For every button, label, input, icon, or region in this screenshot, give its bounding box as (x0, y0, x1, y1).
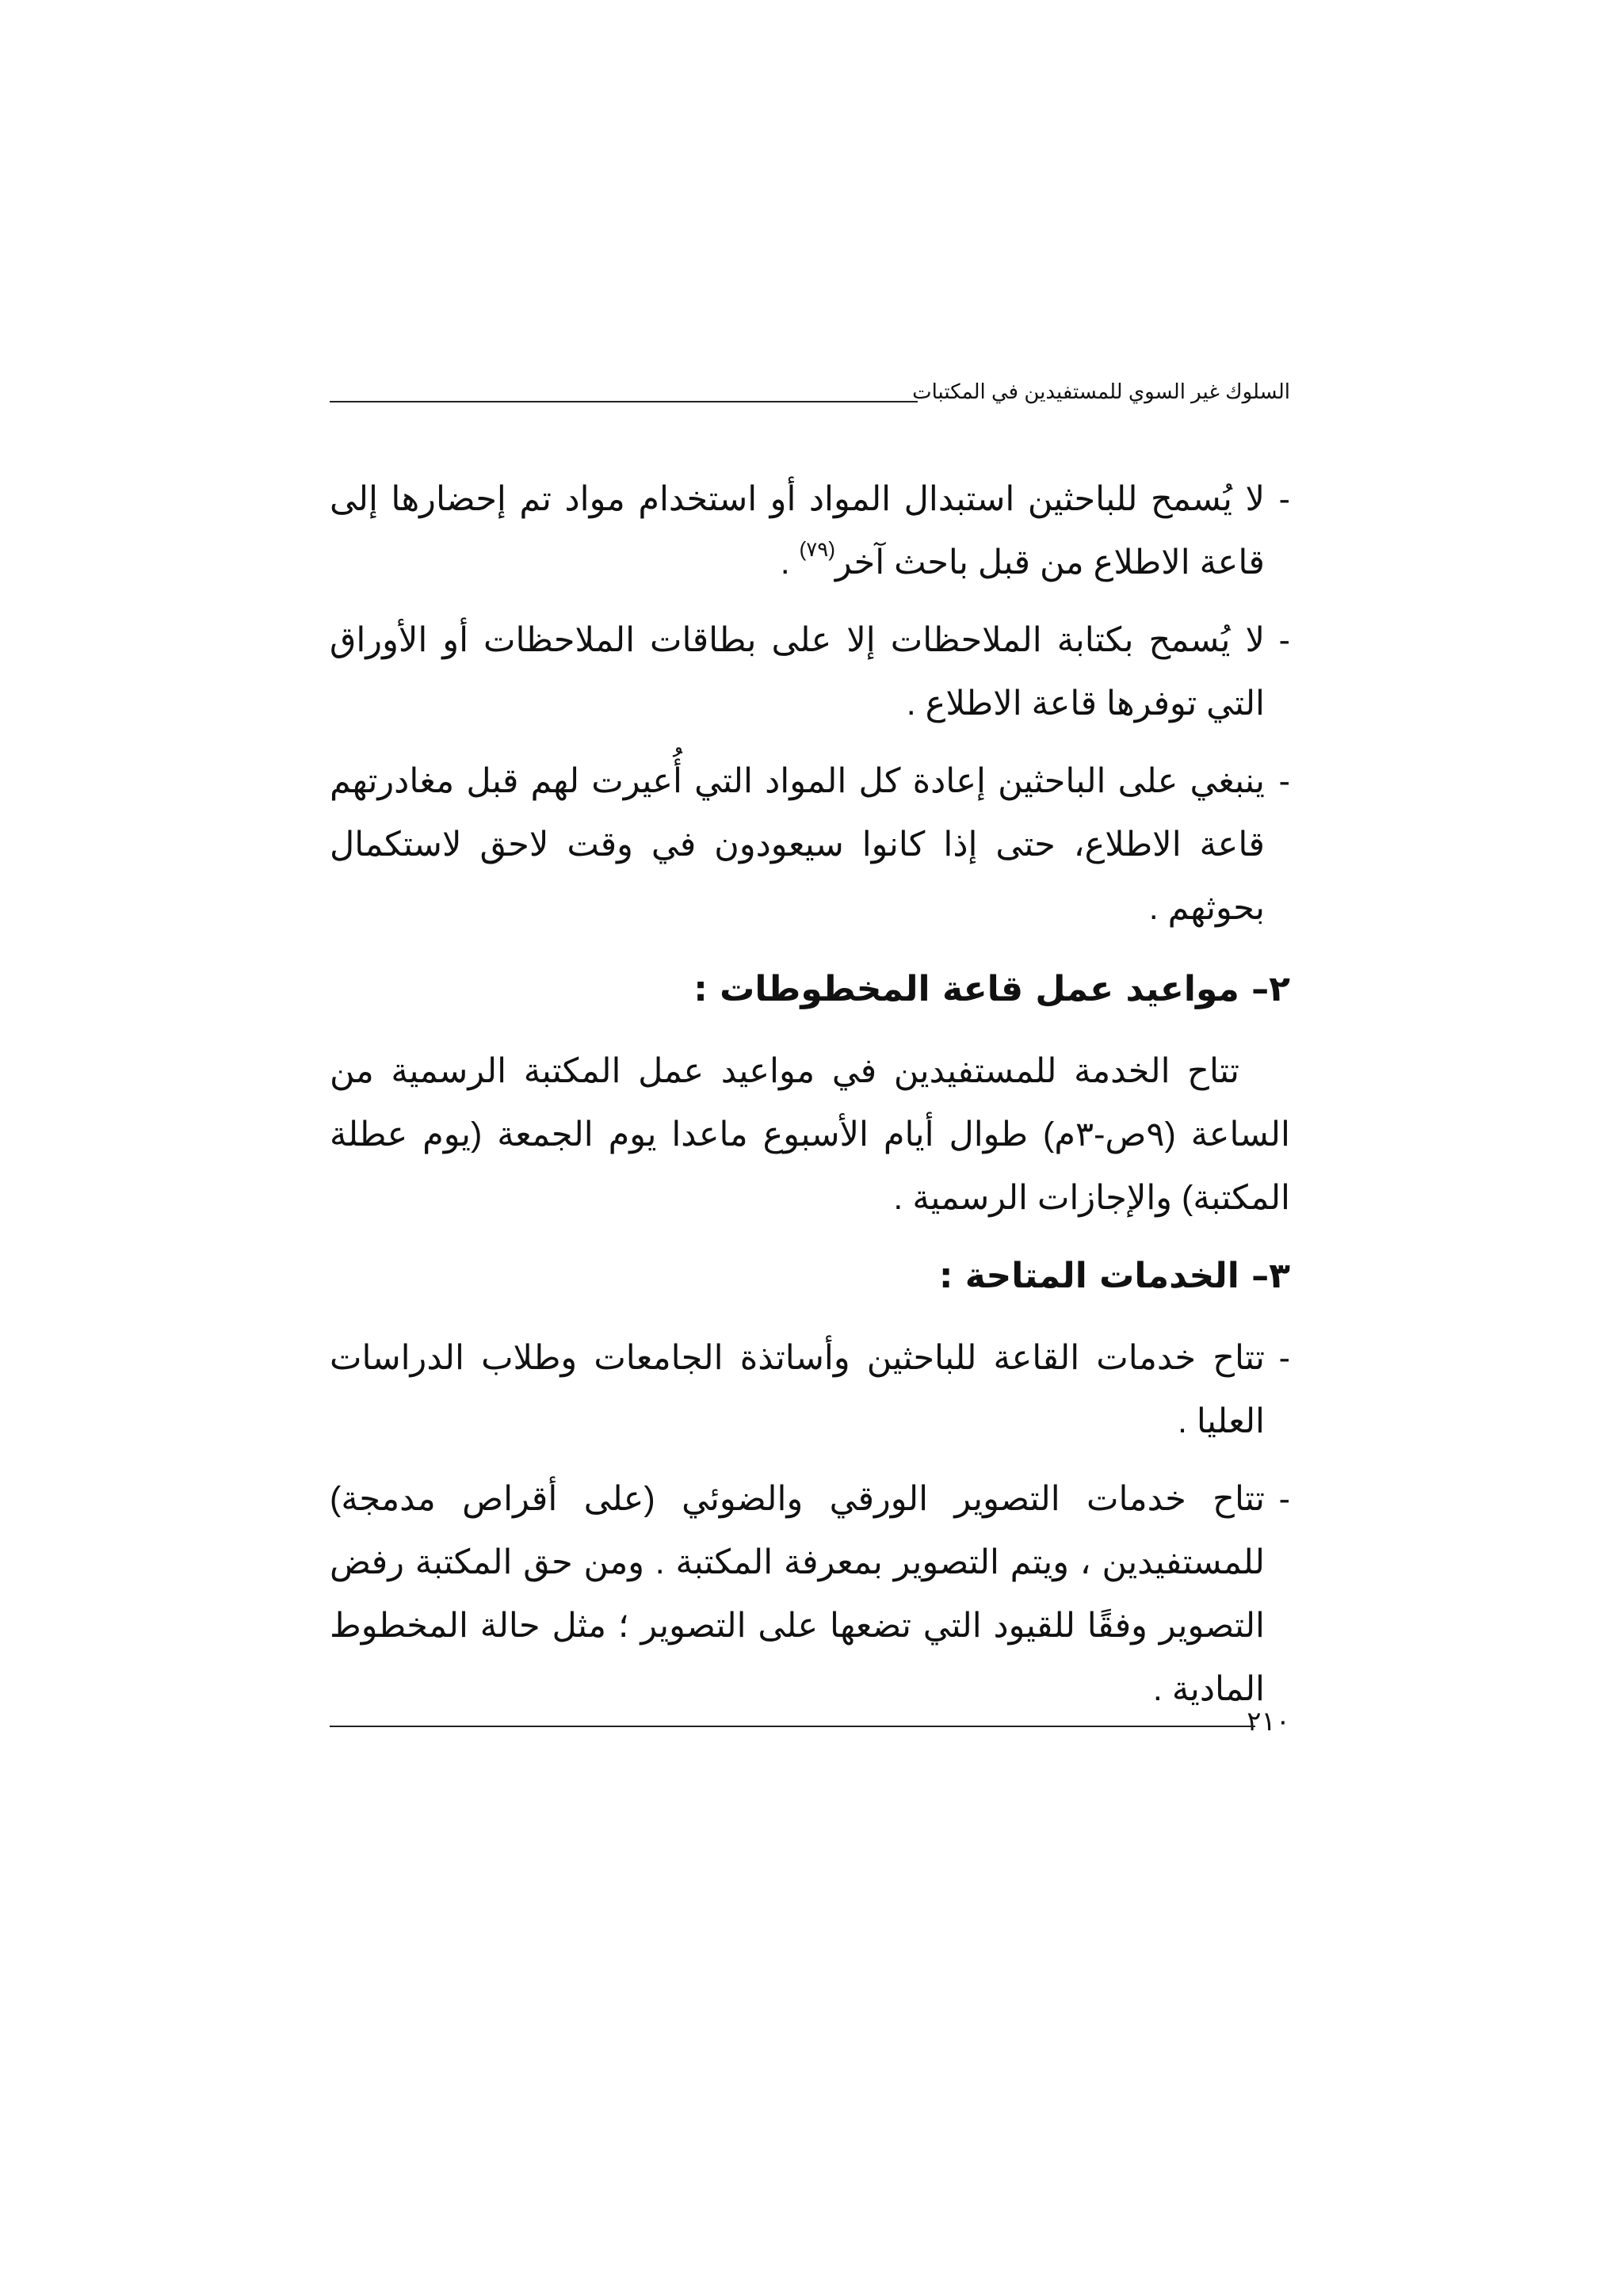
bullet-line-last: العليا . (1178, 1402, 1265, 1440)
bullet-line-last (330, 531, 1265, 594)
bullet-item (330, 1326, 1290, 1453)
bullet-marker: - (1278, 762, 1290, 800)
bullet-marker: - (1278, 621, 1290, 659)
page-footer (330, 1702, 1290, 1741)
bullet-line: ينبغي على الباحثين إعادة كل المواد التي أُعيرت لهم قبل مغادرتهم (330, 762, 1265, 800)
section-heading-working-hours: ٢– مواعيد عمل قاعة المخطوطات : (693, 969, 1290, 1009)
body-text (330, 467, 1290, 1735)
bullet-marker: - (1278, 1339, 1290, 1377)
running-header (330, 376, 1290, 407)
bullet-line-last: المادية . (1152, 1670, 1265, 1708)
bullet-marker: - (1278, 1480, 1290, 1518)
bullet-item (330, 467, 1290, 594)
bullet-line: التصوير وفقًا للقيود التي تضعها على التصوير ؛ مثل حالة المخطوط (330, 1607, 1265, 1645)
bullet-line-text: قاعة الاطلاع من قبل باحث آخر (834, 543, 1265, 582)
footnote-reference: (٧٩) (799, 537, 835, 561)
bullet-item (330, 749, 1290, 940)
bullet-line: للمستفيدين ، ويتم التصوير بمعرفة المكتبة . ومن حق المكتبة رفض (330, 1543, 1265, 1581)
bullet-marker: - (1278, 480, 1290, 518)
bullet-line-tail: . (780, 543, 800, 582)
paragraph-working-hours (330, 1039, 1290, 1230)
section-heading-services: ٣– الخدمات المتاحة : (938, 1256, 1290, 1296)
page-number: ٢١٠ (1247, 1707, 1290, 1737)
bullet-item (330, 608, 1290, 735)
bullet-line: لا يُسمح بكتابة الملاحظات إلا على بطاقات الملاحظات أو الأوراق (330, 621, 1265, 659)
bullet-line-last: بحوثهم . (1148, 889, 1265, 927)
paragraph-line: تتاح الخدمة للمستفيدين في مواعيد عمل المكتبة الرسمية من (330, 1052, 1239, 1090)
header-title: السلوك غير السوي للمستفيدين في المكتبات (909, 376, 1290, 407)
bullet-line-last: التي توفرها قاعة الاطلاع . (906, 685, 1265, 723)
paragraph-line-last: المكتبة) والإجازات الرسمية . (893, 1179, 1290, 1217)
paragraph-line: الساعة (٩ص-٣م) طوال أيام الأسبوع ماعدا يوم الجمعة (يوم عطلة (330, 1116, 1290, 1154)
bullet-line: تتاح خدمات القاعة للباحثين وأساتذة الجامعات وطلاب الدراسات (330, 1339, 1265, 1377)
bullet-line: تتاح خدمات التصوير الورقي والضوئي (على أقراص مدمجة) (330, 1480, 1265, 1518)
footer-rule (330, 1726, 1255, 1727)
bullet-line: قاعة الاطلاع، حتى إذا كانوا سيعودون في وقت لاحق لاستكمال (330, 826, 1265, 864)
header-rule (330, 401, 918, 402)
bullet-item (330, 1467, 1290, 1721)
bullet-line: لا يُسمح للباحثين استبدال المواد أو استخدام مواد تم إحضارها إلى (330, 480, 1265, 518)
